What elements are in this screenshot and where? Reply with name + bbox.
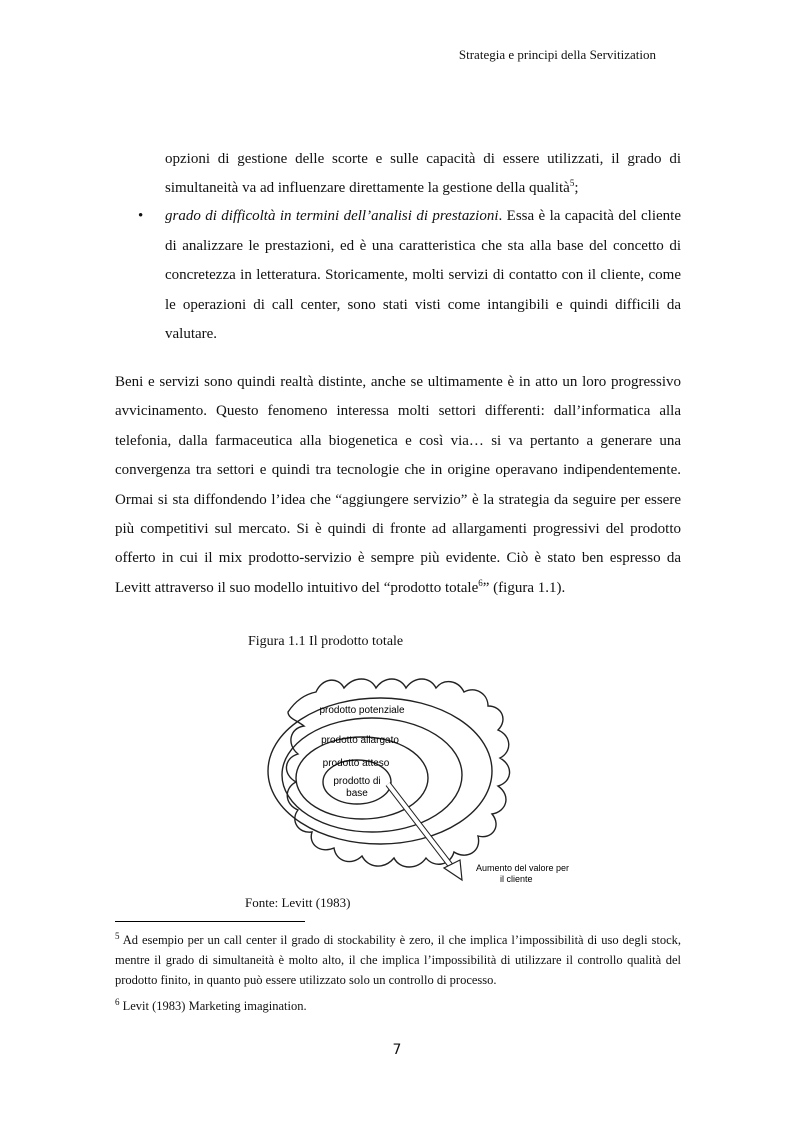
label-core-1: prodotto di (333, 776, 381, 787)
label-potential: prodotto potenziale (319, 705, 405, 716)
bullet-marker: • (138, 208, 144, 224)
footnote-5-number: 5 (115, 930, 120, 941)
body-end: ” (figura 1.1). (482, 579, 566, 596)
ring-potential (268, 698, 492, 844)
footnote-6 (115, 996, 681, 1016)
body-paragraph (115, 368, 681, 603)
body-text: Beni e servizi sono quindi realtà distinte, anche se ultimamente è in atto un loro progressivo avvicinamento. Questo fenomeno interessa molti settori differenti: dall’informatica alla telefonia, dalla farmaceutica alla biogenetica e così via… si va pertanto a generare una convergenza tra settori e quindi tra tecnologie che in origine operavano indipendentemente. Ormai si sta diffondendo l’idea che “aggiungere servizio” è la strategia da seguire per essere più competitivi sul mercato. Si è quindi di fronte ad allargamenti progressivi del prodotto offerto in cui il mix prodotto-servizio è sempre più evidente. Ciò è stato ben espresso da Levitt attraverso il suo modello intuitivo del “prodotto totale (115, 374, 681, 596)
continuation-paragraph (165, 145, 681, 203)
figure-source: Fonte: Levitt (1983) (245, 895, 351, 910)
bullet-text: . Essa è la capacità del cliente di analizzare le prestazioni, ed è una caratteristica che sta alla base del concetto di concretezza in letteratura. Storicamente, molti servizi di contatto con il cliente, come le operazioni di call center, sono stati visti come intangibili e quindi difficili da valutare. (165, 208, 682, 343)
arrow-label-1: Aumento del valore per (476, 863, 570, 873)
figure-caption: Figura 1.1 Il prodotto totale (248, 634, 404, 649)
bullet-italic-term: grado di difficoltà in termini dell’analisi di prestazioni (165, 208, 499, 224)
footnote-ref-6: 6 (478, 577, 483, 588)
label-augmented: prodotto allargato (321, 735, 399, 746)
footnote-5 (115, 930, 681, 990)
footnote-5-text: Ad esempio per un call center il grado di stockability è zero, il che implica l’impossibilità di uso degli stock, mentre il grado di simultaneità è molto alto, il che implica l’impossibilità di utilizzare il controllo qualità del prodotto finito, in quanto può essere utilizzato solo un controllo di processo. (115, 933, 681, 987)
footnote-6-text: Levit (1983) Marketing imagination. (122, 999, 307, 1013)
running-header: Strategia e principi della Servitization (458, 47, 656, 62)
arrow-label-2: il cliente (500, 874, 533, 884)
continuation-text: opzioni di gestione delle scorte e sulle capacità di essere utilizzati, il grado di simultaneità va ad influenzare direttamente la gestione della qualità (165, 151, 681, 196)
bullet-item (165, 202, 681, 350)
total-product-figure (258, 672, 578, 892)
label-core-2: base (346, 788, 368, 799)
footnote-ref-5: 5 (569, 178, 575, 188)
label-expected: prodotto atteso (322, 758, 390, 769)
footnote-6-number: 6 (115, 996, 120, 1007)
continuation-end: ; (574, 180, 579, 196)
page-number: 7 (392, 1042, 402, 1058)
footnote-separator (115, 921, 305, 922)
